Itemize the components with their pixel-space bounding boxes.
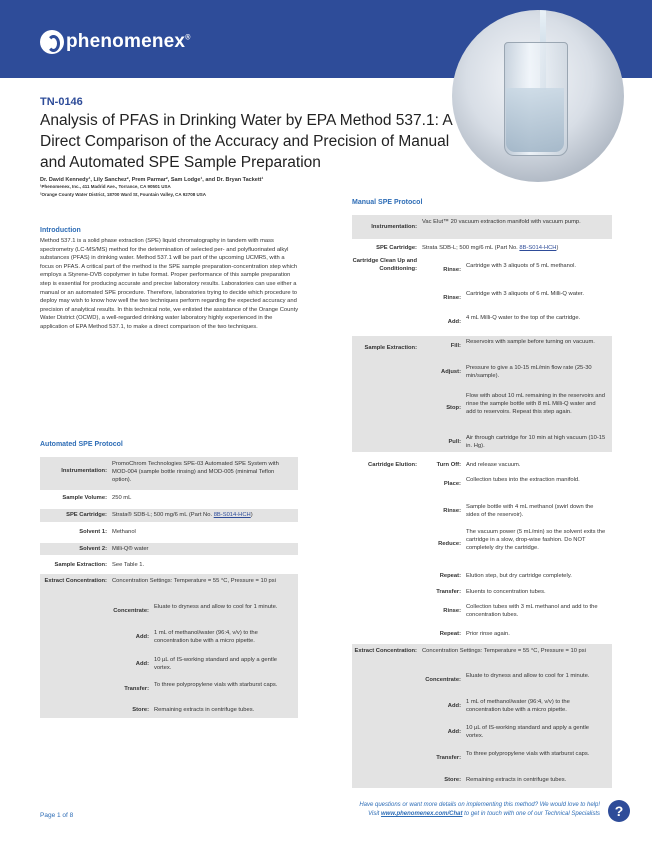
tech-note-number: TN-0146 — [40, 96, 83, 108]
step-row: Stop: Flow with about 10 mL remaining in the reservoirs and rinse the sample bottle with 8 mL Milli-Q water and add to reservoirs. Repeat this step again. — [446, 393, 605, 415]
step-row: Turn Off: And release vacuum. — [436, 462, 521, 468]
step-row: Fill: Reservoirs with sample before turning on vacuum. — [450, 339, 595, 349]
step-row: Transfer: Eluents to concentration tubes. — [436, 589, 546, 595]
table-row: Cartridge Clean Up and Conditioning: — [352, 258, 417, 272]
step-row: Transfer: To three polypropylene vials with starburst caps. — [124, 682, 278, 692]
table-row: Sample Extraction: See Table 1. — [54, 562, 145, 568]
table-row: Sample Volume: 250 mL — [62, 495, 132, 501]
phenomenex-logo[interactable] — [40, 30, 191, 54]
affiliation-1: ¹Phenomenex, Inc., 411 Madrid Ave., Torrance, CA 90501 USA — [40, 184, 171, 189]
logo-text: phenomenex® — [66, 31, 191, 52]
step-row: Add: 10 µL of IS-working standard and apply a gentle vortex. — [447, 725, 590, 739]
affiliation-2: ²Orange County Water District, 18700 Ward St, Fountain Valley, CA 92708 USA — [40, 192, 206, 197]
intro-heading: Introduction — [40, 227, 81, 234]
table-row: Instrumentation: PromoChrom Technologies SPE-03 Automated SPE System with MOD-004 (sample bottle rinsing) and MOD-005 (minimal Teflon option). — [40, 457, 298, 490]
step-row: Concentrate: Eluate to dryness and allow to cool for 1 minute. — [113, 604, 278, 614]
part-number-link[interactable]: 8B-S014-HCH — [519, 245, 557, 251]
auto-heading: Automated SPE Protocol — [40, 441, 123, 448]
doc-title: Analysis of PFAS in Drinking Water by EPA Method 537.1: A Direct Comparison of the Accuracy and Precision of Manual and Automated SPE Sample Preparation — [40, 112, 452, 171]
page-number: Page 1 of 8 — [40, 812, 74, 819]
step-row: Adjust: Pressure to give a 10-15 mL/min flow rate (25-30 min/sample). — [441, 365, 592, 379]
water-in-glass — [506, 88, 564, 152]
step-row: Repeat: Elution step, but dry cartridge completely. — [439, 573, 572, 579]
step-row: Rinse: Cartridge with 3 aliquots of 5 mL methanol. — [443, 263, 576, 273]
step-row: Pull: Air through cartridge for 10 min at high vacuum (10-15 in. Hg). — [448, 435, 606, 449]
step-row: Place: Collection tubes into the extraction manifold. — [443, 477, 580, 487]
concentration-shade — [352, 644, 612, 788]
water-glass-photo — [452, 10, 624, 182]
intro-body: Method 537.1 is a solid phase extraction (SPE) liquid chromatography in tandem with mass spectrometry (LC-MS/MS) method for the determination of selected per- and polyfluorinated alkyl substances (PFAS) in drinking water. Method 537.1 will be part of the upcoming UCMR5, with a focus on PFAS. A critical part of the method is the SPE sample preparation-concentration step which employs a Styrene-DVB copolymer in tube format. Proper performance of this sample preparation step is essential for producing accurate and precise laboratory results. Laboratories can use either a manual or an automated SPE procedure. Therefore, laboratories trying to decide which procedure to deploy may wish to know how well the two techniques perform regarding the expected accuracy and precision of analytical results. In this technical note, we enlisted the assistance of the Orange County Water District (OCWD), a well-regarded drinking water laboratory highly experienced in the application of EPA Method 537.1, to make a direct comparison of the two techniques. — [40, 238, 299, 330]
footer-help-text: Have questions or want more details on implementing this method? We would love to help! Visit www.phenomenex.com/Chat to get in touch with one of our Technical Specialists — [359, 802, 600, 817]
step-row: Store: Remaining extracts in centrifuge tubes. — [444, 777, 567, 783]
logo-mark-icon — [40, 30, 64, 54]
help-question-icon[interactable]: ? — [608, 800, 630, 822]
step-row: Repeat: Prior rinse again. — [439, 631, 510, 637]
table-row: Sample Extraction: — [364, 345, 417, 351]
chat-link[interactable]: www.phenomenex.com/Chat — [381, 811, 463, 817]
step-row: Concentrate: Eluate to dryness and allow to cool for 1 minute. — [425, 673, 590, 683]
step-row: Store: Remaining extracts in centrifuge tubes. — [132, 707, 255, 713]
table-row: Solvent 2: Milli-Q® water — [40, 543, 298, 555]
step-row: Reduce: The vacuum power (5 mL/min) so the solvent exits the cartridge in a slow, drop-wise fashion. Do NOT completely dry the cartridge. — [438, 529, 606, 551]
table-row: Solvent 1: Methanol — [79, 529, 136, 535]
table-row: Instrumentation: Vac Elut™ 20 vacuum extraction manifold with vacuum pump. — [352, 215, 612, 239]
part-number-link[interactable]: 8B-S014-HCH — [213, 512, 251, 518]
table-row: Cartridge Elution: — [368, 462, 417, 468]
table-row: SPE Cartridge: Strata® SDB-L; 500 mg/6 mL (Part No. 8B-S014-HCH) — [40, 509, 298, 522]
table-row: Extract Concentration: Concentration Settings: Temperature = 55 °C, Pressure = 10 psi — [40, 574, 298, 718]
manual-heading: Manual SPE Protocol — [352, 199, 423, 206]
table-row: SPE Cartridge: Strata SDB-L; 500 mg/6 mL (Part No. 8B-S014-HCH) — [376, 245, 559, 251]
step-row: Transfer: To three polypropylene vials with starburst caps. — [436, 751, 590, 761]
step-row: Add: 4 mL Milli-Q water to the top of the cartridge. — [447, 315, 581, 325]
authors: Dr. David Kennedy¹, Lily Sanchez², Prem Parmar², Sam Lodge¹, and Dr. Bryan Tackett¹ — [40, 177, 264, 183]
step-row: Add: 1 mL of methanol/water (96:4, v/v) to the concentration tube with a micro pipette. — [135, 630, 258, 644]
table-row: Extract Concentration: Concentration Settings: Temperature = 55 °C, Pressure = 10 psi — [354, 648, 586, 654]
step-row: Rinse: Collection tubes with 3 mL methanol and add to the concentration tubes. — [443, 604, 598, 618]
step-row: Add: 1 mL of methanol/water (96:4, v/v) to the concentration tube with a micro pipette. — [447, 699, 570, 713]
step-row: Add: 10 µL of IS-working standard and apply a gentle vortex. — [135, 657, 278, 671]
step-row: Rinse: Sample bottle with 4 mL methanol (swirl down the sides of the reservoir). — [443, 504, 594, 518]
step-row: Rinse: Cartridge with 3 aliquots of 6 mL Milli-Q water. — [443, 291, 585, 301]
